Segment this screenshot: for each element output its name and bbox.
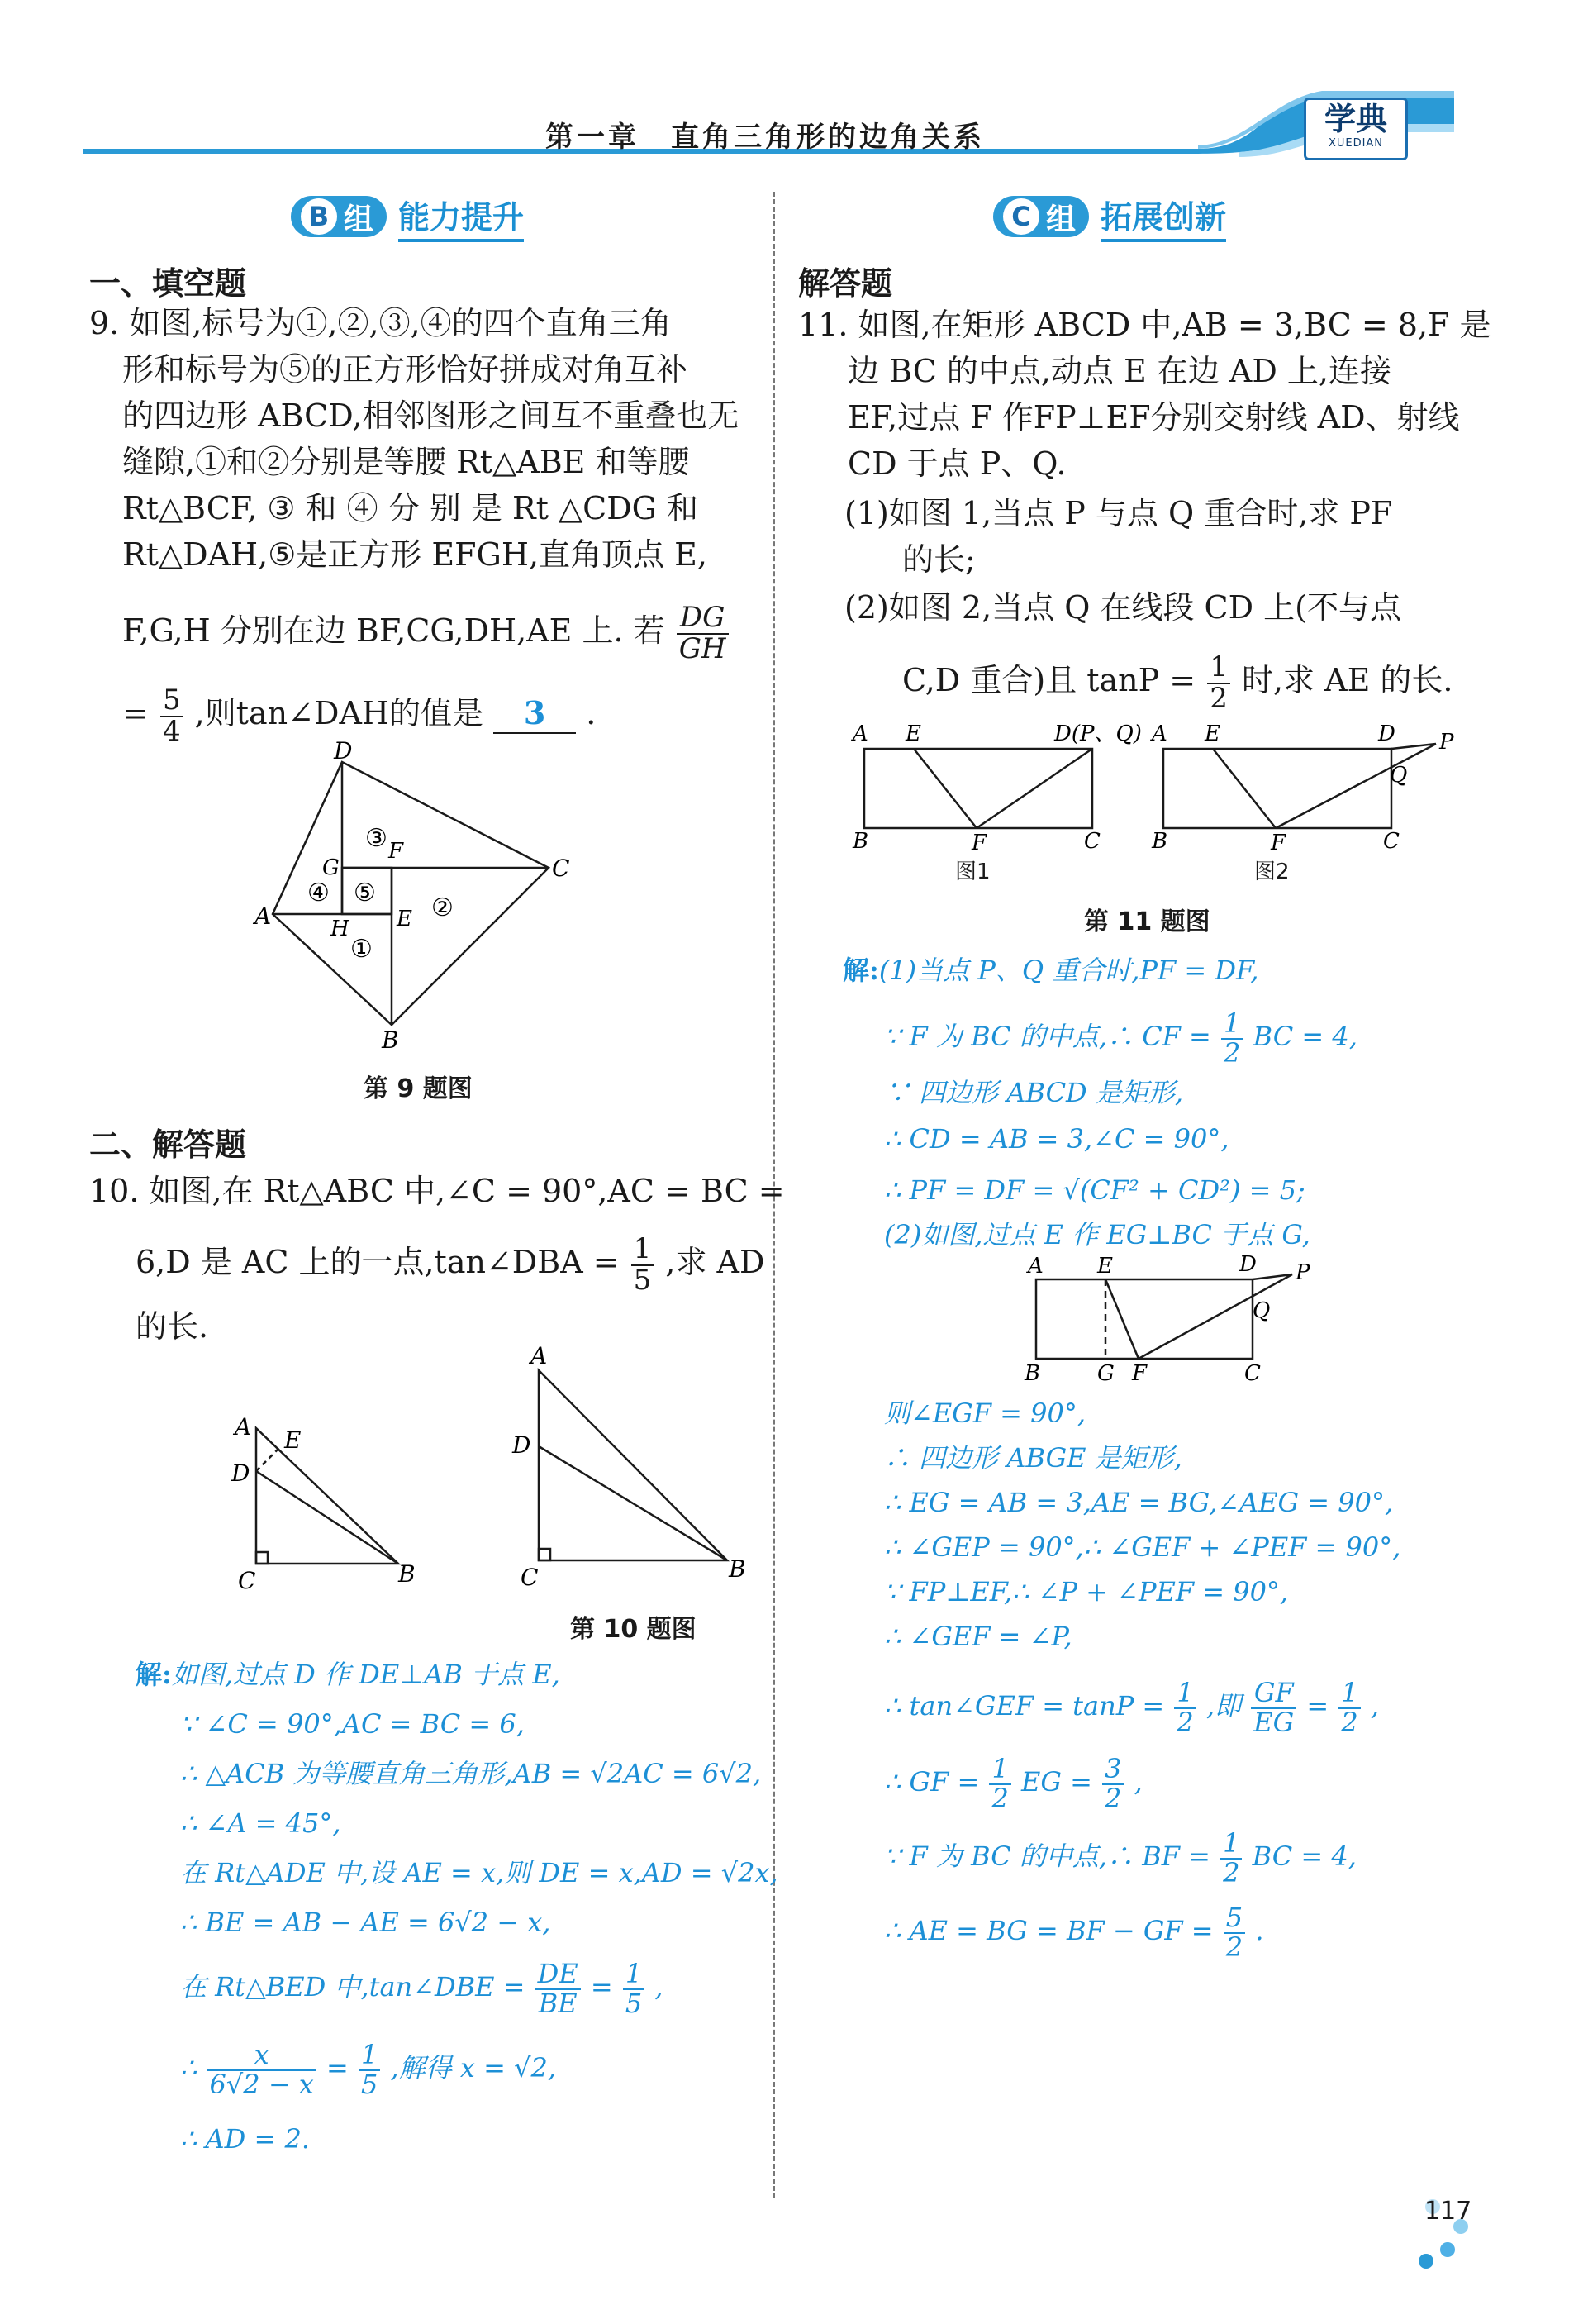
figsol-label-B: B bbox=[1025, 1361, 1041, 1386]
sol11-line-14-text: ∴ GF = bbox=[884, 1766, 980, 1798]
frac-den: 2 bbox=[1224, 1036, 1241, 1069]
sol11-line-1 bbox=[843, 954, 1258, 987]
page-number: 117 bbox=[1424, 2197, 1472, 2226]
sol11-fraction-1-2-d bbox=[989, 1755, 1010, 1812]
sol11-line-11: ∵ FP⊥EF,∴ ∠P + ∠PEF = 90°, bbox=[884, 1576, 1289, 1607]
sol11-period: . bbox=[1255, 1915, 1264, 1947]
fig11b-label-Q: Q bbox=[1390, 763, 1408, 788]
sol11-line-15 bbox=[884, 1827, 1357, 1888]
sol10-equals: = bbox=[590, 1971, 613, 2003]
q9-line-3: 的四边形 ABCD,相邻图形之间互不重叠也无 bbox=[122, 398, 739, 434]
sol10-fraction-x bbox=[207, 2041, 316, 2098]
q10-line-2-text: 6,D 是 AC 上的一点,tan∠DBA = bbox=[136, 1244, 620, 1281]
sol11-line-8: ∴ 四边形 ABGE 是矩形, bbox=[884, 1442, 1182, 1474]
figure-11-2-label: 图2 bbox=[1254, 860, 1290, 884]
q9-line-1: 9. 如图,标号为①,②,③,④的四个直角三角 bbox=[89, 305, 672, 341]
frac-num: 5 bbox=[160, 686, 183, 717]
solution-label: 解: bbox=[136, 1659, 172, 1690]
frac-num: 1 bbox=[1221, 1010, 1243, 1040]
group-b-badge bbox=[291, 193, 524, 240]
fig10a-label-D: D bbox=[231, 1460, 250, 1487]
sol11-line-2-tail: BC = 4, bbox=[1253, 1021, 1357, 1053]
sol10-therefore: ∴ bbox=[180, 2052, 197, 2084]
q11-line-4: CD 于点 P、Q. bbox=[848, 445, 1067, 482]
q11-line-8-text: C,D 重合)且 tanP = bbox=[902, 662, 1196, 699]
group-c-badge bbox=[993, 193, 1226, 240]
fig11b-label-C: C bbox=[1383, 829, 1400, 854]
publisher-logo bbox=[1304, 98, 1408, 160]
frac-den: 2 bbox=[1225, 1931, 1243, 1963]
sol11-namely: ,即 bbox=[1205, 1690, 1242, 1722]
frac-num: GF bbox=[1251, 1679, 1296, 1709]
fig10-label-A: A bbox=[530, 1342, 548, 1369]
sol11-equals: = bbox=[1306, 1690, 1329, 1722]
fig9-label-G: G bbox=[322, 855, 340, 880]
sol11-line-5: ∴ PF = DF = √(CF² + CD²) = 5; bbox=[884, 1174, 1305, 1206]
q9-question-text: ,则tan∠DAH的值是 bbox=[194, 695, 484, 732]
q11-line-5: (1)如图 1,当点 P 与点 Q 重合时,求 PF bbox=[844, 495, 1393, 531]
fig11a-label-F: F bbox=[972, 831, 987, 855]
frac-num: 1 bbox=[631, 1235, 654, 1266]
sol11-fraction-1-2-b bbox=[1174, 1679, 1196, 1736]
q11-line-3: EF,过点 F 作FP⊥EF分别交射线 AD、射线 bbox=[848, 399, 1460, 436]
figsol-label-P: P bbox=[1296, 1260, 1310, 1285]
sol11-fraction-1-2-a bbox=[1221, 1007, 1243, 1069]
frac-num: 1 bbox=[1207, 653, 1230, 684]
group-c-letter: C bbox=[1003, 198, 1039, 235]
q10-fraction-1-5 bbox=[631, 1232, 654, 1297]
sol11-line-9: ∴ EG = AB = 3,AE = BG,∠AEG = 90°, bbox=[884, 1487, 1394, 1518]
sol11-eg: EG = bbox=[1020, 1766, 1092, 1798]
frac-num: x bbox=[207, 2041, 316, 2071]
figure-11-caption: 第 11 题图 bbox=[1084, 907, 1210, 936]
sol10-line-3: ∴ △ACB 为等腰直角三角形,AB = √2AC = 6√2, bbox=[180, 1758, 762, 1789]
fig11a-label-A: A bbox=[853, 721, 868, 746]
sol10-line-7 bbox=[180, 1960, 663, 2017]
q9-line-4: 缝隙,①和②分别是等腰 Rt△ABE 和等腰 bbox=[122, 444, 690, 480]
frac-den: BE bbox=[538, 1987, 578, 2019]
q9-fraction-dg-gh bbox=[677, 603, 729, 664]
sol11-line-15-text: ∵ F 为 BC 的中点,∴ BF = bbox=[884, 1841, 1210, 1873]
figsol-label-D: D bbox=[1239, 1252, 1257, 1277]
figsol-label-G: G bbox=[1097, 1361, 1115, 1386]
q9-fraction-5-4 bbox=[160, 683, 183, 748]
fig10-label-D: D bbox=[512, 1431, 531, 1459]
sol10-equals-2: = bbox=[326, 2052, 349, 2084]
sol11-line-14 bbox=[884, 1755, 1143, 1812]
logo-text: 学典 bbox=[1324, 101, 1387, 137]
q9-period: . bbox=[586, 695, 597, 732]
frac-den: 5 bbox=[625, 1987, 643, 2019]
sol11-line-3: ∵ 四边形 ABCD 是矩形, bbox=[884, 1077, 1184, 1108]
sol11-line-6: (2)如图,过点 E 作 EG⊥BC 于点 G, bbox=[884, 1219, 1310, 1250]
q9-line-7-text: F,G,H 分别在边 BF,CG,DH,AE 上. 若 bbox=[122, 612, 665, 650]
frac-num: 5 bbox=[1224, 1904, 1245, 1934]
frac-den: 2 bbox=[991, 1782, 1009, 1814]
figsol-label-Q: Q bbox=[1253, 1298, 1271, 1323]
sol10-line-2: ∵ ∠C = 90°,AC = BC = 6, bbox=[180, 1708, 525, 1740]
frac-num: DG bbox=[677, 603, 729, 635]
fig11a-label-E: E bbox=[906, 721, 921, 746]
figsol-label-F: F bbox=[1132, 1361, 1148, 1386]
frac-num: 1 bbox=[1174, 1679, 1196, 1709]
group-c-pill bbox=[993, 196, 1089, 237]
sol11-line-7: 则∠EGF = 90°, bbox=[884, 1398, 1086, 1429]
fig11b-label-P: P bbox=[1439, 730, 1454, 755]
sol10-fraction-1-5 bbox=[623, 1960, 644, 2017]
frac-num: DE bbox=[535, 1960, 581, 1990]
frac-den: 6√2 − x bbox=[209, 2068, 314, 2100]
sol10-line-7-text: 在 Rt△BED 中,tan∠DBE = bbox=[180, 1971, 525, 2003]
group-b-title: 能力提升 bbox=[398, 192, 524, 242]
fig10-label-C: C bbox=[521, 1564, 539, 1591]
sol11-line-16 bbox=[884, 1904, 1263, 1961]
fig9-region-5: ⑤ bbox=[354, 879, 376, 907]
frac-num: 1 bbox=[989, 1755, 1010, 1785]
q11-line-1: 11. 如图,在矩形 ABCD 中,AB = 3,BC = 8,F 是 bbox=[798, 307, 1491, 343]
figsol-label-E: E bbox=[1097, 1254, 1113, 1279]
q9-answer-blank[interactable]: 3 bbox=[493, 694, 576, 734]
fig9-region-1: ① bbox=[350, 935, 373, 964]
fig11b-label-F: F bbox=[1271, 831, 1286, 855]
sol10-comma: , bbox=[654, 1971, 663, 2003]
figure-10-solution-diagram bbox=[225, 1405, 423, 1603]
frac-den: 5 bbox=[361, 2068, 378, 2100]
group-c-title: 拓展创新 bbox=[1101, 192, 1226, 242]
fig9-label-A: A bbox=[254, 902, 272, 930]
fig10a-label-C: C bbox=[238, 1567, 256, 1594]
sol11-fraction-1-2-c bbox=[1338, 1679, 1360, 1736]
chapter-title: 第一章 直角三角形的边角关系 bbox=[545, 121, 985, 154]
frac-num: 1 bbox=[1220, 1830, 1242, 1860]
q9-line-2: 形和标号为⑤的正方形恰好拼成对角互补 bbox=[122, 351, 688, 388]
sol11-fraction-3-2 bbox=[1102, 1755, 1124, 1812]
frac-den: 4 bbox=[162, 714, 181, 748]
sol10-line-9: ∴ AD = 2. bbox=[180, 2123, 310, 2155]
sol11-line-12: ∴ ∠GEF = ∠P, bbox=[884, 1621, 1072, 1652]
frac-den: EG bbox=[1253, 1706, 1295, 1738]
frac-den: 5 bbox=[633, 1263, 652, 1297]
figure-11-1 bbox=[851, 716, 1142, 856]
group-b-letter: B bbox=[301, 198, 337, 235]
sol11-fraction-5-2 bbox=[1224, 1904, 1245, 1961]
sol11-line-16-text: ∴ AE = BG = BF − GF = bbox=[884, 1915, 1214, 1947]
sol10-fraction-de-be bbox=[535, 1960, 581, 2017]
fig9-label-D: D bbox=[334, 737, 353, 764]
frac-num: 1 bbox=[623, 1960, 644, 1990]
q11-line-8-tail: 时,求 AE 的长. bbox=[1241, 662, 1453, 699]
sol11-comma-2: , bbox=[1134, 1766, 1143, 1798]
q11-line-8 bbox=[902, 650, 1453, 715]
fig11b-label-E: E bbox=[1205, 721, 1220, 746]
fig9-region-2: ② bbox=[431, 893, 454, 922]
figure-10 bbox=[504, 1339, 752, 1603]
sol11-line-2-text: ∵ F 为 BC 的中点,∴ CF = bbox=[884, 1021, 1211, 1053]
fig9-region-4: ④ bbox=[307, 879, 330, 907]
sol10-line-5: 在 Rt△ADE 中,设 AE = x,则 DE = x,AD = √2x, bbox=[180, 1857, 778, 1888]
fig11a-label-B: B bbox=[853, 829, 869, 854]
sol11-line-10: ∴ ∠GEP = 90°,∴ ∠GEF + ∠PEF = 90°, bbox=[884, 1531, 1401, 1563]
fig11b-label-D: D bbox=[1378, 721, 1395, 746]
fig9-label-H: H bbox=[330, 917, 349, 941]
sol10-fraction-1-5-b bbox=[359, 2041, 380, 2098]
fig11b-label-B: B bbox=[1152, 829, 1168, 854]
fig9-label-C: C bbox=[552, 855, 570, 882]
fig11b-label-A: A bbox=[1152, 721, 1167, 746]
q10-line-1: 10. 如图,在 Rt△ABC 中,∠C = 90°,AC = BC = bbox=[89, 1173, 785, 1209]
q10-line-2 bbox=[136, 1232, 765, 1297]
sol11-fraction-gf-eg bbox=[1251, 1679, 1296, 1736]
sol10-solve-text: ,解得 x = √2, bbox=[390, 2052, 557, 2084]
frac-den: GH bbox=[678, 631, 726, 665]
frac-num: 1 bbox=[1338, 1679, 1360, 1709]
frac-den: 2 bbox=[1105, 1782, 1122, 1814]
sol10-line-4: ∴ ∠A = 45°, bbox=[180, 1807, 341, 1839]
figure-11-solution bbox=[1008, 1250, 1322, 1390]
q9-equals: = bbox=[122, 695, 149, 732]
frac-den: 2 bbox=[1177, 1706, 1194, 1738]
sol11-comma: , bbox=[1370, 1690, 1380, 1722]
figsol-label-A: A bbox=[1028, 1254, 1044, 1279]
sol11-line-15-tail: BC = 4, bbox=[1252, 1841, 1357, 1873]
fig9-label-F: F bbox=[388, 839, 404, 864]
figure-10-caption: 第 10 题图 bbox=[570, 1615, 697, 1644]
frac-num: 1 bbox=[359, 2041, 380, 2071]
solution-label: 解: bbox=[843, 955, 879, 986]
q10-line-3: 的长. bbox=[136, 1308, 209, 1345]
frac-num: 3 bbox=[1102, 1755, 1124, 1785]
fig11a-label-D: D(P、Q) bbox=[1054, 721, 1142, 746]
fig10a-label-E: E bbox=[284, 1426, 302, 1454]
sol11-line-13-text: ∴ tan∠GEF = tanP = bbox=[884, 1690, 1165, 1722]
figure-9 bbox=[248, 737, 595, 1058]
figsol-label-C: C bbox=[1244, 1361, 1261, 1386]
section-answer: 二、解答题 bbox=[89, 1126, 247, 1163]
q11-line-2: 边 BC 的中点,动点 E 在边 AD 上,连接 bbox=[848, 353, 1391, 389]
logo-subtext: XUEDIAN bbox=[1328, 137, 1384, 150]
figure-11-1-label: 图1 bbox=[955, 860, 991, 884]
frac-den: 2 bbox=[1210, 681, 1228, 715]
group-b-pill bbox=[291, 196, 387, 237]
fig9-label-E: E bbox=[397, 907, 412, 931]
q11-line-7: (2)如图 2,当点 Q 在线段 CD 上(不与点 bbox=[844, 589, 1402, 626]
q9-line-7 bbox=[122, 603, 730, 664]
q11-fraction-1-2 bbox=[1207, 650, 1230, 715]
q11-line-6: 的长; bbox=[902, 541, 976, 578]
group-b-label: 组 bbox=[344, 202, 374, 236]
figure-11-2 bbox=[1150, 716, 1464, 856]
sol10-line-8 bbox=[180, 2041, 556, 2098]
fig10-label-B: B bbox=[729, 1555, 746, 1583]
fig10a-label-A: A bbox=[235, 1413, 252, 1441]
sol11-line-4: ∴ CD = AB = 3,∠C = 90°, bbox=[884, 1123, 1229, 1155]
section-answer-c: 解答题 bbox=[798, 265, 893, 302]
section-fill-blank: 一、填空题 bbox=[89, 265, 247, 302]
sol11-fraction-1-2-e bbox=[1220, 1827, 1242, 1888]
frac-den: 2 bbox=[1341, 1706, 1358, 1738]
sol10-line-1-text: 如图,过点 D 作 DE⊥AB 于点 E, bbox=[171, 1659, 560, 1690]
sol10-line-6: ∴ BE = AB − AE = 6√2 − x, bbox=[180, 1907, 551, 1938]
q10-line-2-tail: ,求 AD bbox=[665, 1244, 765, 1281]
figure-9-caption: 第 9 题图 bbox=[364, 1074, 473, 1103]
sol11-line-2 bbox=[884, 1007, 1357, 1069]
fig9-label-B: B bbox=[382, 1026, 399, 1054]
q9-line-5: Rt△BCF, ③ 和 ④ 分 别 是 Rt △CDG 和 bbox=[122, 490, 699, 526]
fig11a-label-C: C bbox=[1084, 829, 1101, 854]
sol10-line-1 bbox=[136, 1658, 560, 1691]
fig10a-label-B: B bbox=[398, 1560, 416, 1588]
group-c-label: 组 bbox=[1046, 202, 1077, 236]
frac-den: 2 bbox=[1223, 1856, 1240, 1888]
q9-line-8 bbox=[122, 683, 597, 748]
sol11-line-13 bbox=[884, 1679, 1379, 1736]
fig9-region-3: ③ bbox=[365, 824, 387, 853]
sol11-line-1-text: (1)当点 P、Q 重合时,PF = DF, bbox=[878, 955, 1259, 986]
q9-line-6: Rt△DAH,⑤是正方形 EFGH,直角顶点 E, bbox=[122, 536, 707, 573]
